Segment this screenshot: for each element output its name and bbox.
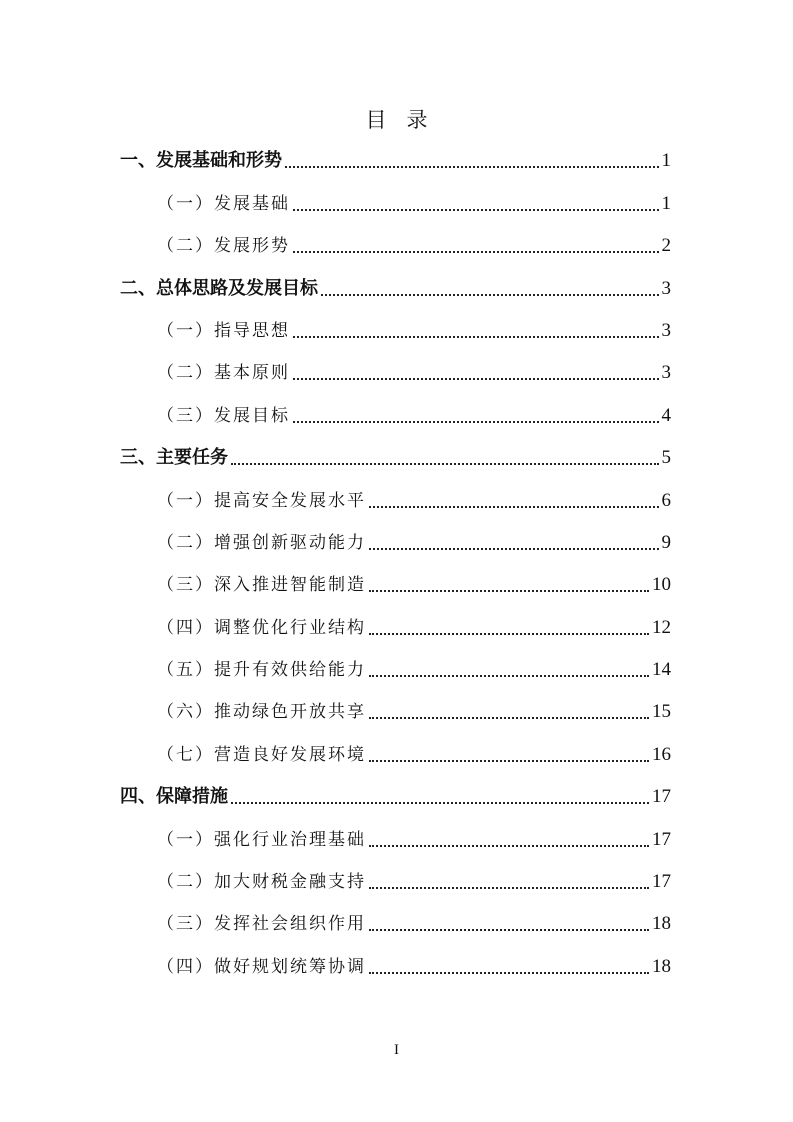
toc-entry-page: 15: [652, 701, 671, 723]
toc-subsection-entry[interactable]: [0, 225, 793, 267]
toc-subsection-entry[interactable]: [0, 394, 793, 436]
toc-dot-leader: [293, 336, 659, 338]
toc-entry-label: （一）发展基础: [157, 193, 290, 214]
toc-entry-page: 16: [652, 743, 671, 765]
toc-entry-line: [157, 235, 671, 257]
toc-entry-line: [157, 744, 671, 766]
toc-entry-page: 17: [652, 786, 671, 808]
toc-dot-leader: [369, 972, 649, 974]
toc-entry-page: 5: [661, 447, 671, 469]
toc-entry-page: 18: [652, 913, 671, 935]
toc-dot-leader: [369, 717, 649, 719]
toc-dot-leader: [369, 887, 649, 889]
toc-subsection-entry[interactable]: [0, 310, 793, 352]
toc-subsection-entry[interactable]: [0, 945, 793, 987]
toc-dot-leader: [293, 378, 659, 380]
toc-section-entry[interactable]: [0, 140, 793, 182]
toc-entry-line: [157, 871, 671, 893]
toc-dot-leader: [369, 590, 649, 592]
toc-dot-leader: [369, 929, 649, 931]
toc-entry-label: （三）深入推进智能制造: [157, 575, 366, 596]
toc-entry-page: 3: [661, 362, 671, 384]
toc-entry-page: 1: [661, 150, 671, 172]
toc-entry-page: 3: [661, 277, 671, 299]
toc-entry-line: [157, 320, 671, 342]
toc-subsection-entry[interactable]: [0, 733, 793, 775]
toc-entry-label: （一）强化行业治理基础: [157, 829, 366, 850]
page-title: 目录: [365, 108, 448, 132]
toc-entry-page: 14: [652, 659, 671, 681]
toc-entry-label: （四）做好规划统筹协调: [157, 956, 366, 977]
toc-section-entry[interactable]: [0, 267, 793, 309]
toc-entry-label: （三）发展目标: [157, 405, 290, 426]
toc-subsection-entry[interactable]: [0, 649, 793, 691]
toc-entry-page: 4: [661, 404, 671, 426]
toc-dot-leader: [369, 633, 649, 635]
toc-entry-page: 18: [652, 955, 671, 977]
toc-entry-page: 9: [661, 531, 671, 553]
toc-subsection-entry[interactable]: [0, 564, 793, 606]
toc-entry-label: 二、总体思路及发展目标: [120, 277, 318, 299]
toc-subsection-entry[interactable]: [0, 818, 793, 860]
toc-entry-label: 四、保障措施: [120, 786, 228, 808]
toc-subsection-entry[interactable]: [0, 479, 793, 521]
toc-dot-leader: [321, 294, 659, 296]
toc-entry-label: 一、发展基础和形势: [120, 150, 282, 172]
toc-entry-line: [157, 829, 671, 851]
toc-dot-leader: [293, 421, 659, 423]
toc-entry-label: 三、主要任务: [120, 447, 228, 469]
toc-entry-label: （六）推动绿色开放共享: [157, 702, 366, 723]
toc-entry-label: （二）增强创新驱动能力: [157, 532, 366, 553]
toc-dot-leader: [369, 760, 649, 762]
toc-subsection-entry[interactable]: [0, 352, 793, 394]
toc-dot-leader: [285, 166, 659, 168]
toc-entry-page: 2: [661, 235, 671, 257]
toc-dot-leader: [369, 506, 659, 508]
toc-dot-leader: [293, 209, 659, 211]
toc-entry-line: [120, 278, 671, 300]
toc-section-entry[interactable]: [0, 437, 793, 479]
toc-entry-label: （三）发挥社会组织作用: [157, 914, 366, 935]
toc-dot-leader: [369, 845, 649, 847]
toc-entry-line: [157, 490, 671, 512]
toc-entry-page: 12: [652, 616, 671, 638]
toc-entry-page: 17: [652, 828, 671, 850]
toc-entry-line: [157, 659, 671, 681]
toc-entry-label: （一）提高安全发展水平: [157, 490, 366, 511]
toc-dot-leader: [293, 251, 659, 253]
toc-entry-page: 1: [661, 192, 671, 214]
toc-entry-label: （五）提升有效供给能力: [157, 660, 366, 681]
toc-dot-leader: [231, 802, 649, 804]
toc-entry-line: [157, 405, 671, 427]
table-of-contents: [0, 140, 793, 988]
toc-entry-page: 10: [652, 574, 671, 596]
toc-entry-line: [157, 956, 671, 978]
toc-entry-line: [157, 362, 671, 384]
toc-dot-leader: [231, 463, 659, 465]
toc-entry-label: （一）指导思想: [157, 320, 290, 341]
toc-entry-line: [157, 701, 671, 723]
toc-dot-leader: [369, 548, 659, 550]
toc-entry-line: [120, 786, 671, 808]
toc-entry-page: 3: [661, 319, 671, 341]
toc-subsection-entry[interactable]: [0, 861, 793, 903]
toc-entry-label: （七）营造良好发展环境: [157, 744, 366, 765]
toc-subsection-entry[interactable]: [0, 691, 793, 733]
toc-entry-page: 17: [652, 871, 671, 893]
toc-section-entry[interactable]: [0, 776, 793, 818]
toc-entry-line: [157, 193, 671, 215]
toc-entry-label: （二）加大财税金融支持: [157, 872, 366, 893]
toc-entry-label: （四）调整优化行业结构: [157, 617, 366, 638]
toc-entry-line: [157, 532, 671, 554]
toc-entry-line: [157, 617, 671, 639]
page-number: I: [394, 1042, 399, 1058]
toc-subsection-entry[interactable]: [0, 903, 793, 945]
toc-subsection-entry[interactable]: [0, 182, 793, 224]
toc-dot-leader: [369, 675, 649, 677]
toc-entry-page: 6: [661, 489, 671, 511]
toc-entry-line: [157, 913, 671, 935]
toc-entry-line: [157, 574, 671, 596]
toc-entry-label: （二）发展形势: [157, 236, 290, 257]
toc-entry-label: （二）基本原则: [157, 363, 290, 384]
toc-entry-line: [120, 447, 671, 469]
toc-subsection-entry[interactable]: [0, 606, 793, 648]
toc-subsection-entry[interactable]: [0, 522, 793, 564]
toc-entry-line: [120, 150, 671, 172]
